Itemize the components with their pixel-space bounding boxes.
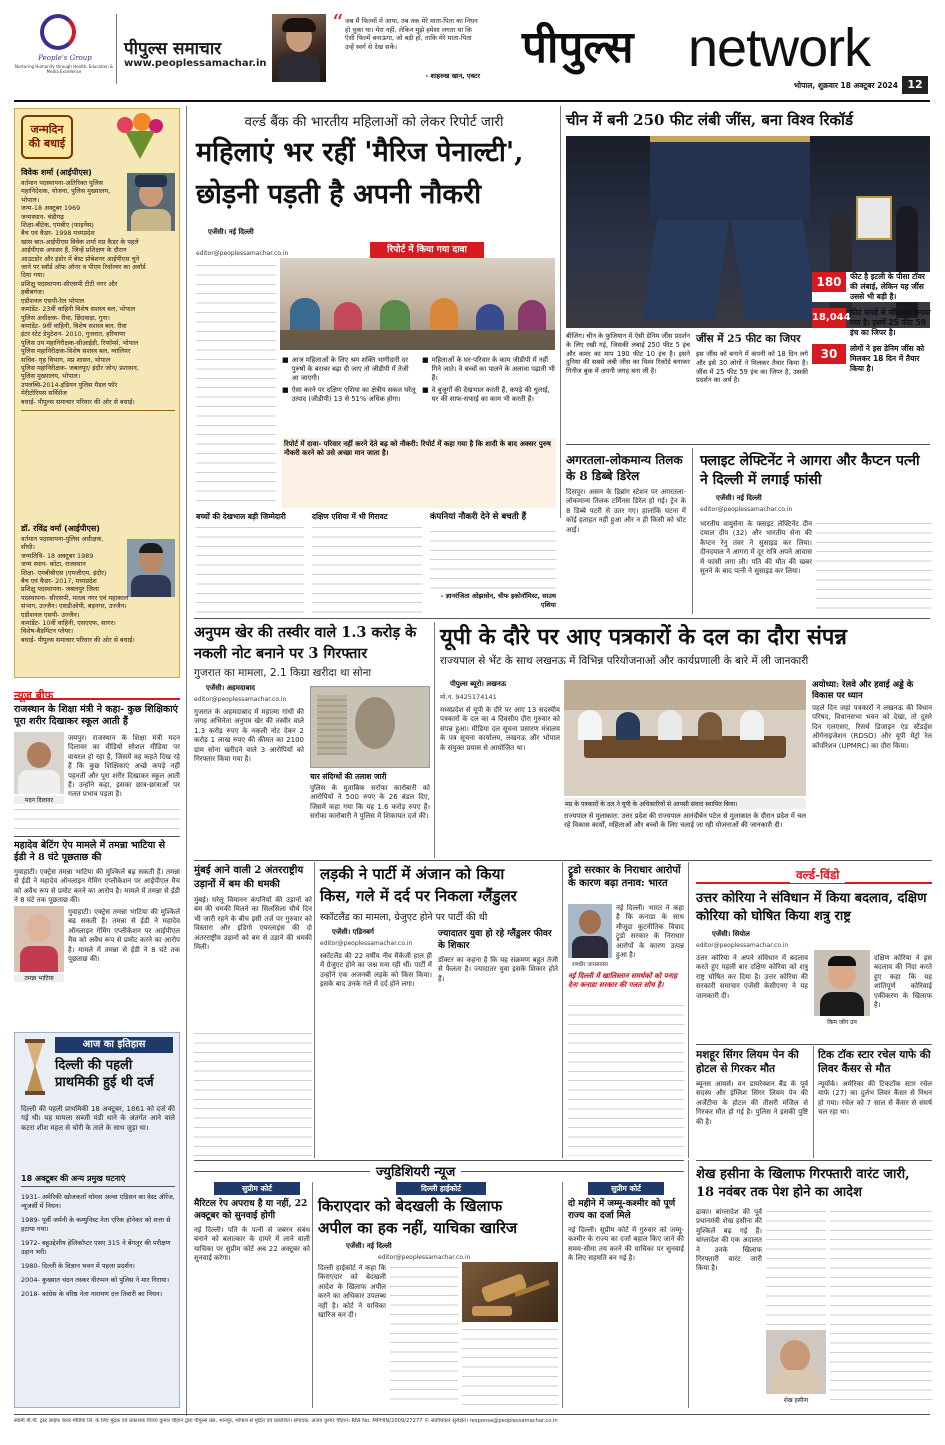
lead-byline: एजेंसी। नई दिल्ली: [208, 228, 254, 236]
person1-line: मेरीटोरियस सर्विसेज: [21, 389, 67, 398]
person1-line: वर्तमान पदस्थापना-अतिरिक्त पुलिस: [21, 179, 103, 187]
peoples-group-logo: [40, 14, 76, 50]
ayodhya-title: अयोध्या: रेलवे और हवाई अड्डे के विकास पर ध्यान: [812, 680, 914, 701]
person1-line: पुलिस अधीक्षक- रीवा, छिंदवाड़ा, गुना।: [21, 313, 110, 322]
kim-jong-un-photo: [814, 950, 870, 1016]
person1-line: कमांडेंट- 9वीं वाहिनी, विशेष सशस्त्र बल, रीवा: [21, 321, 127, 330]
page-number: 12: [902, 76, 928, 94]
girl-side-title: ज्यादातर युवा हो रहे ग्लैंडुलर फीवर के शिकार: [438, 929, 552, 951]
airline-headline-1: मुंबई आने वाली 2 अंतरराष्ट्रीय: [194, 865, 304, 876]
person2-line: जन्मतिथि- 18 अक्टूबर 1989: [21, 551, 94, 560]
person1-line: महानिदेशक, योजना, पुलिस मुख्यालय,: [21, 187, 111, 196]
hc-headline-2: अपील का हक नहीं, याचिका खारिज: [318, 1219, 518, 1237]
person1-line: जाने पर स्वॉर्ड ऑफ ऑनर व पीएम रिवॉल्वर का अवॉर्ड: [21, 263, 146, 272]
hc-email: editor@peoplessamachar.co.in: [378, 1254, 471, 1261]
bullet-item: ■ आज महिलाओं के लिए श्रम शक्ति भागीदारी दर पुरुषों के बराबर बढ़ा दी जाए तो जीडीपी में तेजी आ जाएगी।: [282, 356, 409, 382]
person1-line: इंटर स्टेट डेपुटेशन- 2010, गुजरात, हरियाणा: [21, 330, 126, 339]
liam-text: ब्यूनस आयर्स। वन डायरेक्शन बैंड के पूर्व सदस्य और इंग्लिश सिंगर लियम पेन की अर्जेंटीना के होटल की तीसरी मंजिल से गिरकर मौत हो गई है। पुलिस ने इसकी पुष्टि की है।: [696, 1080, 808, 1126]
brand-english: network: [688, 18, 871, 78]
jeans-headline: चीन में बनी 250 फीट लंबी जींस, बना विश्व रिकॉर्ड: [566, 111, 853, 129]
stat-value: 30: [812, 344, 846, 364]
paper-url: www.peoplessamachar.in: [124, 58, 267, 69]
airline-text: मुंबई। घरेलू विमानन कंपनियों की उड़ानों को बम की धमकी मिलने का सिलसिला चौथे दिन भी जारी रहने के बीच इसी तर्ज पर गुरुवार को विस्तारा और इंडिगो एयरलाइंस की दो अंतरराष्ट्रीय उड़ानों को बम से उड़ाने की धमकी मिली।: [194, 896, 312, 952]
history-event: 2018- कांग्रेस के वरिष्ठ नेता नारायण दत्त तिवारी का निधन।: [21, 1290, 163, 1298]
history-event: 1931- अमेरिकी खोजकर्ता थॉमस अल्वा एडिसन का वेस्ट ऑरेंज, न्यूजर्सी में निधन।: [21, 1193, 175, 1210]
lead-headline-2: छोड़नी पड़ती है अपनी नौकरी: [196, 179, 482, 210]
flight-email: editor@peoplessamachar.co.in: [700, 506, 793, 513]
dateline: भोपाल, शुक्रवार 18 अक्टूबर 2024: [793, 81, 898, 90]
south-asia-subhead: दक्षिण एशिया में भी गिरावट: [312, 512, 388, 521]
up-tour-photo: [564, 680, 806, 796]
up-tour-phone: मो.नं. 9425174141: [440, 693, 497, 701]
anupam-text: गुजरात के अहमदाबाद में महात्मा गांधी की जगह अभिनेता अनुपम खेर की तस्वीर वाले 1.3 करोड़ रुपए के नकली नोट देकर 2 करोड़ 1 लाख रुपए की कीमत का 2100 ग्राम सोना खरीदने वाले 3 आरोपियों को गिरफ्तार किया गया है।: [194, 708, 304, 764]
tamannaah-photo: [14, 906, 64, 972]
kim-caption: किम जोंग उन: [827, 1019, 857, 1026]
brief1-text: जयपुर। राजस्थान के शिक्षा मंत्री मदन दिलावर का वीडियो सोशल मीडिया पर वायरल हो रहा है, जिसमें वह कहते दिख रहे हैं कि कुछ शिक्षिकाएं अच्छे कपड़े नहीं पहनतीं और पूरा शरीर दिखाकर स्कूल आती हैं। उन्होंने कहा, इसका छात्र-छात्राओं पर गलत प्रभाव पड़ता है।: [68, 734, 180, 799]
stat-text: लोगों ने इस डेनिम जींस को मिलकर 18 दिन में तैयार किया है।: [850, 344, 925, 373]
quote-mark-icon: “: [332, 11, 344, 36]
workers-photo: [280, 258, 555, 350]
person1-line: आउटडोर और इंडोर में बेस्ट प्रोबेशनर आईपीएस चुने: [21, 254, 140, 263]
sheikh-hasina-photo: [766, 1330, 826, 1394]
tiktok-headline: टिक टॉक स्टार रचेल याफे की लिवर कैंसर से मौत: [818, 1049, 931, 1075]
lead-email: editor@peoplessamachar.co.in: [196, 250, 289, 257]
brief2-text-continued: गुवाहाटी। एक्ट्रेस तमन्ना भाटिया की मुश्किलें बढ़ सकती हैं। तमन्ना से ईडी ने महादेव ऑनलाइन गेमिंग एप्लीकेशन पर आईपीएल मैच को अवैध रूप से प्रमोट करने का आरोप है। मामले में तमन्ना से ईडी ने 8 घंटे तक पूछताछ की।: [68, 908, 180, 964]
person1-line: बैच एवं कैडर- 1998 मध्यप्रदेश: [21, 229, 95, 238]
paper-name-hindi: पीपुल्स समाचार: [124, 39, 222, 59]
stat-text: फीट है इटली के पीसा टॉवर की लंबाई, लेकिन यह जींस उससे भी बड़ी है।: [850, 272, 925, 301]
bullet-item: ■ महिलाओं के घर-परिवार के काम जीडीपी में नहीं गिने जाते। वे बच्चों का पालने के अलावा पढ़ाती भी हैं।: [422, 356, 555, 382]
hourglass-icon: [21, 1039, 49, 1097]
trudeau-headline: ट्रूडो सरकार के निराधार आरोपों के कारण बढ़ा तनाव: भारत: [568, 865, 681, 889]
person1-line: आईपीएस अफसर हैं, जिन्हें प्रशिक्षण के दौरान: [21, 246, 127, 255]
girl-subhead: स्कॉटलैंड का मामला, ग्रेजुएट होने पर पार्टी की थी: [320, 912, 488, 923]
person1-name: विवेक शर्मा (आईपीएस): [21, 168, 92, 177]
girl-text: स्कॉटलैंड की 22 वर्षीय नीव मैकेंजी हाल ही में ग्रेजुएट होने का जश्न मना रही थीं। पार्टी में उन्होंने एक अजनबी लड़के को किस किया। इसके बाद उनके गले में दर्द होने लगा।: [320, 952, 432, 989]
birthday-header: जन्मदिन की बधाई: [21, 115, 73, 159]
flight-byline: एजेंसी। नई दिल्ली: [716, 494, 762, 502]
group-name: People's Group: [38, 54, 92, 62]
history-event: 1989- पूर्वी जर्मनी के कम्युनिस्ट नेता एरिक होनेकर को सत्ता से हटाया गया।: [21, 1216, 171, 1233]
person1-line: भोपाल।: [21, 195, 40, 204]
up-tour-caption: मप्र के पत्रकारों के दल ने यूपी के अधिकारियों से आपसी संवाद स्थापित किया।: [564, 798, 806, 809]
zipper-text: इस जींस को बनाने में कंपनी को 18 दिन लगे और इसे 30 लोगों ने मिलकर तैयार किया है। जींस में 25 फीट 59 इंच का जिपर है, उसकी प्रदर्शन का अर्थ है।: [696, 350, 808, 385]
person2-line: प्रशिक्षु पदस्थापना- जबलपुर जिला: [21, 585, 99, 594]
history-events: [21, 1193, 175, 1304]
report-tag: रिपोर्ट में किया गया दावा: [370, 242, 484, 258]
history-subhead: 18 अक्टूबर की अन्य प्रमुख घटनाएं: [21, 1173, 175, 1187]
agartala-headline: अगरतला-लोकमान्य तिलक के 8 डिब्बे डिरेल: [566, 453, 683, 483]
person1-line: पुलिस मुख्यालय, भोपाल।: [21, 372, 81, 381]
person2-line: सीधी।: [21, 543, 35, 552]
bullet-item: ■ वे बुजुर्गों की देखभाल करती हैं, कपड़े की धुलाई, घर की साफ-सफाई का काम भी करती हैं।: [422, 386, 550, 403]
lead-headline-1: महिलाएं भर रहीं 'मैरिज पेनाल्टी',: [196, 137, 524, 168]
girl-byline: एजेंसी। एडिनबर्ग: [332, 928, 374, 936]
brief2-caption: तमन्ना भाटिया: [14, 974, 64, 982]
footer-text: स्वामी पी.पी. ट्रस्ट लाइफ केयर मीडिया लि. के लिए मुद्रक एवं प्रकाशक विजय कुमार चौहान द्वारा पीपुल्स प्रेस, भानपुर, भोपाल से मुद्रित एवं प्रकाशित। संपादक: अजय कुमार चौहान। RNI No. MPHIN/2009/27277 © सर्वाधिकार सुरक्षित। response@peoplessamachar.co.in: [14, 1418, 558, 1424]
brief1-caption: मदन दिलावर: [14, 796, 64, 804]
history-event: 2004- कुख्यात चंदन तस्कर वीरप्पन को पुलिस ने मार गिराया।: [21, 1276, 170, 1284]
person2-line: वर्तमान पदस्थापना-पुलिस अधीक्षक,: [21, 535, 104, 543]
history-box: [14, 1032, 180, 1408]
anupam-headline: अनुपम खेर की तस्वीर वाले 1.3 करोड़ के नकली नोट बनाने पर 3 गिरफ्तार: [194, 624, 417, 662]
person1-line: दिया गया।: [21, 271, 45, 280]
brief2-text: गुवाहाटी। एक्ट्रेस तमन्ना भाटिया की मुश्किलें बढ़ सकती हैं। तमन्ना से ईडी ने महादेव ऑनलाइन गेमिंग एप्लीकेशन पर आईपीएल मैच को अवैध रूप से प्रमोट करने का आरोप है। मामले में तमन्ना से ईडी ने 8 घंटे तक पूछताछ की।: [14, 868, 180, 905]
sc2-text: नई दिल्ली। सुप्रीम कोर्ट में गुरुवार को जम्मू-कश्मीर के राज्य का दर्जा बहाल किए जाने की समय-सीमा तय करने की याचिका पर सुनवाई के लिए सहमति बन गई है।: [568, 1226, 684, 1263]
sc-text: नई दिल्ली। पति के पत्नी से जबरन संबंध बनाने को बलात्कार के दायरे में लाने वाली याचिका पर सुप्रीम कोर्ट अब 22 अक्टूबर को सुनवाई करेगा।: [194, 1226, 310, 1263]
history-event: 1972- बहुउद्देशीय हेलिकॉप्टर एसए 315 ने बेंगलूर की परीक्षण उड़ान भरी।: [21, 1239, 171, 1256]
stat-item: [812, 272, 934, 302]
anupam-box-text: पुलिस के मुताबिक सर्राफा कारोबारी को आरोपियों ने 500 रुपए के 26 बंडल दिए, जिसमें कहा गया कि यह 1.6 करोड़ रुपए हैं। सर्राफा कारोबारी ने पुलिस में शिकायत दर्ज की।: [310, 784, 430, 821]
person1-line: उपलब्धि-2014-इंडियन पुलिस मैडल फॉर: [21, 380, 118, 389]
flowers-icon: [107, 113, 173, 159]
shahrukh-photo: [272, 14, 326, 82]
agartala-text: दिसपुर। असम के डिब्रांग स्टेशन पर अगरतला-लोकमान्य तिलक टर्मिनस डिरेल हो गई। ट्रेन के 8 डिब्बे पटरी से उतर गए। हालांकि घटना में कोई हताहत नहीं हुआ और न ही किसी को चोट आई।: [566, 488, 686, 534]
anupam-email: editor@peoplessamachar.co.in: [194, 696, 287, 703]
person1-line: खास बात-आईपीएस विवेक शर्मा मप्र कैडर के पहले: [21, 237, 139, 246]
history-event: 1980- दिल्ली के विज्ञान भवन में पहला प्रदर्शन।: [21, 1262, 135, 1270]
sc2-headline: दो महीने में जम्मू-कश्मीर को पूर्ण राज्य का दर्जा मिले: [568, 1199, 676, 1221]
lead-bold-note: रिपोर्ट में दावा- परिवार नहीं करने देते बढ़ को नौकरी: रिपोर्ट में कहा गया है कि शादी के बाद अक्सर पुरुष नौकरी करने को उसे अच्छा मान जाता है।: [282, 438, 556, 508]
person1-line: कमांडेंट- 23वीं वाहिनी विशेष सशस्त्र बल, भोपाल: [21, 305, 136, 314]
person2-line: संभाग, उज्जैन। एसडीओपी, बड़नगर, उज्जैन।: [21, 602, 127, 611]
news-brief-label: न्यूज ब्रीफ: [14, 689, 54, 702]
hc-tag: दिल्ली हाईकोर्ट: [396, 1182, 486, 1195]
hc-text: दिल्ली हाईकोर्ट ने कहा कि किराएदार को बेदखली आदेश के खिलाफ अपील करने का अधिकार उपलब्ध नहीं है। कोर्ट ने याचिका खारिज कर दी।: [318, 1264, 386, 1320]
zipper-title: जींस में 25 फीट का जिपर: [696, 333, 801, 345]
girl-email: editor@peoplessamachar.co.in: [320, 940, 413, 947]
stat-text: फीट कपड़े से जींस को बनाया गया है। इसमें 25 फीट 59 इंच का जिपर है।: [850, 308, 931, 337]
up-tour-text: मध्यप्रदेश से यूपी के दौरे पर आए 13 सदस्यीय पत्रकारों के दल का 4 दिवसीय दौरा गुरुवार को संपन्न हुआ। मीडिया दल सूचना प्रसारण मंत्रालय के पत्र सूचना कार्यालय, लखनऊ और भोपाल के संयुक्त प्रयास से आयोजित था।: [440, 706, 560, 752]
bullets-right: [422, 356, 556, 404]
person1-line: एडीशनल एसपी-रेल भोपाल: [21, 296, 85, 305]
nk-email: editor@peoplessamachar.co.in: [696, 942, 789, 949]
person2-line: बैच एवं कैडर- 2017, मध्यप्रदेश: [21, 577, 97, 586]
hasina-caption: शेख हसीना: [783, 1397, 809, 1404]
anupam-box-title: चार संदिग्धों की तलाश जारी: [310, 772, 387, 781]
group-tagline: Nurturing Humanity through Health, Education & Media Excellence: [14, 64, 114, 74]
stat-value: 18,044: [812, 308, 846, 328]
ayodhya-text: पहले दिन जहां पत्रकारों ने लखनऊ की विधान परिषद, विधानसभा भवन को देखा, तो दूसरे दिन एलएसए, रिसर्च डिजाइन एंड स्टैंडर्ड्स ऑर्गनाइजेशन (RDSO) और यूपी मेट्रो रेल कॉर्पोरेशन (UPMRC) का दौरा किया।: [812, 704, 932, 750]
hc-headline-1: किराएदार को बेदखली के खिलाफ: [318, 1197, 503, 1215]
bullets-left: [282, 356, 416, 404]
trudeau-text: नई दिल्ली। भारत ने कहा है कि कनाडा के साथ मौजूदा कूटनीतिक विवाद ट्रूडो सरकार के निराधार आरोपों के कारण उत्पन्न हुआ है।: [616, 904, 684, 960]
history-text: दिल्ली की पहली प्राथमिकी 18 अक्टूबर, 1861 को दर्ज की गई थी। यह मामला सब्जी मंडी थाने के अंतर्गत आने वाले कटरा शीश महल से चोरी के ताले के साथ जुड़ा था।: [21, 1105, 175, 1132]
world-vindow-label: वर्ल्ड-विंडो: [790, 866, 845, 883]
side-quote-author: - ज्ञानरंजिता ओझासेन, चीफ इकोनॉमिस्ट, साउथ एशिया: [440, 592, 556, 609]
person1-line: पुलिस महानिरीक्षक- जबलपुर/ इंदौर जोन/ प्रशासन,: [21, 363, 139, 372]
up-tour-headline: यूपी के दौरे पर आए पत्रकारों के दल का दौरा संपन्न: [440, 624, 847, 650]
brand-hindi: पीपुल्स: [522, 22, 634, 73]
person1-line: हबीबगंज।: [21, 288, 45, 297]
anupam-byline: एजेंसी। अहमदाबाद: [206, 684, 256, 692]
hasina-text: ढाका। बांग्लादेश की पूर्व प्रधानमंत्री शेख हसीना की मुश्किलें बढ़ गई हैं। बांग्लादेश की एक अदालत ने उनके खिलाफ गिरफ्तारी वारंट जारी किया है।: [696, 1208, 762, 1273]
liam-headline: मशहूर सिंगर लियम पेन की होटल से गिरकर मौत: [696, 1049, 799, 1075]
masthead: [0, 0, 945, 103]
person2-line: एडीशनल एसपी- उज्जैन।: [21, 610, 80, 619]
birthday-box: [14, 108, 180, 678]
flight-headline: फ्लाइट लेफ्टिनेंट ने आगरा और कैप्टन पत्नी ने दिल्ली में लगाई फांसी: [700, 453, 920, 488]
fake-note-photo: [310, 686, 430, 768]
girl-side-text: डॉक्टर का कहना है कि यह संक्रमण बहुत तेजी से फैलता है। ज्यादातर युवा इसके शिकार होते हैं।: [438, 956, 558, 983]
governor-note: राज्यपाल से मुलाकात: उत्तर प्रदेश की राज्यपाल आनंदीबेन पटेल से मुलाकात के दौरान प्रदेश में चल रहे विकास कार्यों, महिलाओं और बच्चों के लिए चलाई जा रही योजनाओं की जानकारी दी।: [564, 812, 806, 829]
lead-kicker: वर्ल्ड बैंक की भारतीय महिलाओं को लेकर रिपोर्ट जारी: [244, 114, 504, 130]
brief2-title: महादेव बेटिंग ऐप मामले में तमन्ना भाटिया से ईडी ने 8 घंटे पूछताछ की: [14, 840, 166, 863]
person1-line: बधाई- पीपुल्स समाचार परिवार की ओर से बधाई।: [21, 397, 135, 406]
stat-item: [812, 344, 934, 374]
randhir-caption: रणधीर जायसवाल: [572, 962, 608, 968]
judiciary-header: [194, 1162, 684, 1180]
airline-headline-2: उड़ानों में बम की धमकी: [194, 879, 280, 890]
person1-details: [21, 179, 175, 406]
person1-line: जन्म-18 अक्टूबर 1969: [21, 204, 81, 213]
person1-line: पुलिस उप महानिरीक्षक-सीआईडी, रिफॉर्म्स, भोपाल: [21, 338, 139, 347]
person1-line: पुलिस महानिरीक्षक-विशेष सशस्त्र बल, ग्वालियर: [21, 347, 131, 356]
sc2-tag: सुप्रीम कोर्ट: [588, 1182, 664, 1195]
nk-headline: उत्तर कोरिया ने संविधान में किया बदलाव, दक्षिण कोरिया को घोषित किया शत्रु राष्ट्र: [696, 891, 927, 924]
jeans-stats: [812, 272, 934, 374]
history-header: आज का इतिहास: [55, 1037, 173, 1053]
stat-item: [812, 308, 934, 338]
gavel-photo: [462, 1262, 558, 1322]
bullet-item: ■ ऐसा करने पर दक्षिण एशिया का क्षेत्रीय सकल घरेलू उत्पाद (जीडीपी) 13 से 51% अधिक होगा।: [282, 386, 416, 403]
randhir-photo: [568, 904, 612, 958]
up-tour-subhead: राज्यपाल से भेंट के साथ लखनऊ में विभिन्न परियोजनाओं और कार्यप्रणाली के बारे में ली जानकारी: [440, 655, 809, 667]
person2-name: डॉ. रविंद्र वर्मा (आईपीएस): [21, 524, 100, 533]
sc-headline: मैरिटल रेप अपराध है या नहीं, 22 अक्टूबर को सुनवाई होगी: [194, 1199, 308, 1221]
person2-details: [21, 535, 175, 644]
nk-text: उत्तर कोरिया ने अपने संविधान में बदलाव करते हुए पहली बार दक्षिण कोरिया को शत्रु राष्ट्र घोषित कर दिया है। उत्तर कोरिया की सरकारी समाचार एजेंसी केसीएनए ने यह जानकारी दी।: [696, 954, 808, 1000]
judiciary-label: ज्युडिशियरी न्यूज: [370, 1162, 461, 1180]
quote-author: - शाहरुख खान, एक्टर: [425, 72, 480, 80]
masthead-quote: जब मैं फिल्मों में आया, तब तक मेरे माता-पिता का निधन हो चुका था। मेरा नहीं, लेकिन मुझे हमेशा लगता था कि ऐसी फिल्में बनाऊंगा, जो बड़ी हों, ताकि मेरे माता-पिता उन्हें स्वर्ग से देख सकें।: [345, 17, 478, 51]
flight-text: भारतीय वायुसेना के फ्लाइट लेफ्टिनेंट दीन दयाल दीप (32) और भारतीय सेना की कैप्टन रेनु तंवर ने सुसाइड कर लिया। दीनदयाल ने आगरा में दूर रात्रि अपने आवास में फांसी लगा ली। पति की मौत की खबर सुनने के बाद पत्नी ने सुसाइड कर लिया।: [700, 520, 812, 576]
person1-line: जन्मस्थान- चंडीगढ़: [21, 212, 64, 221]
madan-dilawar-photo: [14, 732, 64, 794]
up-tour-byline: पीपुल्स ब्यूरो। लखनऊ: [450, 680, 507, 688]
person2-line: विशेष-बैडमिंटन प्लेयर।: [21, 627, 74, 636]
person1-line: शिक्षा-बीटेक, एमबीए (फाइनेंस): [21, 221, 94, 230]
lead-subhead: बच्चों की देखभाल बड़ी जिम्मेदारी: [196, 512, 286, 521]
world-vindow-tag: [696, 866, 932, 884]
person2-line: कमांडेंट- 10वीं वाहिनी, एसएएफ, सागर।: [21, 619, 116, 628]
person2-line: जन्म स्थान- कोटा, राजस्थान: [21, 560, 86, 569]
tiktok-text: न्यूयॉर्क। अमेरिका की टिकटॉक स्टार रचेल याफे (27) का दुर्लभ लिवर कैंसर से निधन हो गया। रचेल को 7 साल से कैंसर से संघर्ष चल रहा था।: [818, 1080, 932, 1117]
stat-value: 180: [812, 272, 846, 292]
sc-tag: सुप्रीम कोर्ट: [214, 1182, 300, 1195]
girl-headline-2: किस, गले में दर्द पर निकला ग्लैंडुलर: [320, 887, 517, 905]
person2-line: बधाई- पीपुल्स समाचार परिवार की ओर से बधाई।: [21, 635, 135, 644]
nk-side-text: दक्षिण कोरिया ने इस बदलाव की निंदा करते हुए कहा कि यह शांतिपूर्ण कोरियाई एकीकरण के खिलाफ है।: [874, 954, 932, 1010]
brief1-title: राजस्थान के शिक्षा मंत्री ने कहा- कुछ शिक्षिकाएं पूरा शरीर दिखाकर स्कूल आती हैं: [14, 704, 178, 727]
history-title: दिल्ली की पहली प्राथमिकी हुई थी दर्ज: [55, 1058, 154, 1090]
girl-headline-1: लड़की ने पार्टी में अंजान को किया: [320, 865, 505, 883]
nk-byline: एजेंसी। सियोल: [712, 930, 750, 938]
person1-line: प्रशिक्षु पदस्थापना-सीएसपी टीटी नगर और: [21, 279, 118, 288]
hasina-headline: शेख हसीना के खिलाफ गिरफ्तारी वारंट जारी, 18 नवंबर तक पेश होने का आदेश: [696, 1167, 910, 1200]
jeans-caption: बीजिंग। चीन के फुजियान में ऐसी डेनिम जींस प्रदर्शन के लिए रखी गई, जिसकी लंबाई 250 फीट 5 इंच और कमर का माप 190 फीट 10 इंच है। इसने दुनिया की सबसे लंबी जींस का विश्व रिकॉर्ड बनाकर गिनीज बुक में अपनी जगह बना ली है।: [566, 332, 690, 376]
person2-line: शिक्षा- एमबीबीएस (एमजीएम, इंदौर): [21, 568, 107, 577]
side-quote-title: कंपनियां नौकरी देने से बचती हैं: [430, 512, 527, 522]
news-brief-header: [14, 684, 180, 700]
person2-line: पदस्थापना- सीएसपी, माधव नगर एवं महाकाल: [21, 593, 129, 602]
person1-line: सचिव- गृह विभाग, मप्र शासन, भोपाल: [21, 355, 111, 364]
anupam-subhead: गुजरात का मामला, 2.1 किग्रा खरीदा था सोना: [194, 667, 372, 679]
hc-byline: एजेंसी। नई दिल्ली: [346, 1242, 392, 1250]
trudeau-quote: नई दिल्ली में खालिस्तान समर्थकों को पनाह देना कनाडा सरकार की गलत सोच है।: [568, 972, 678, 989]
